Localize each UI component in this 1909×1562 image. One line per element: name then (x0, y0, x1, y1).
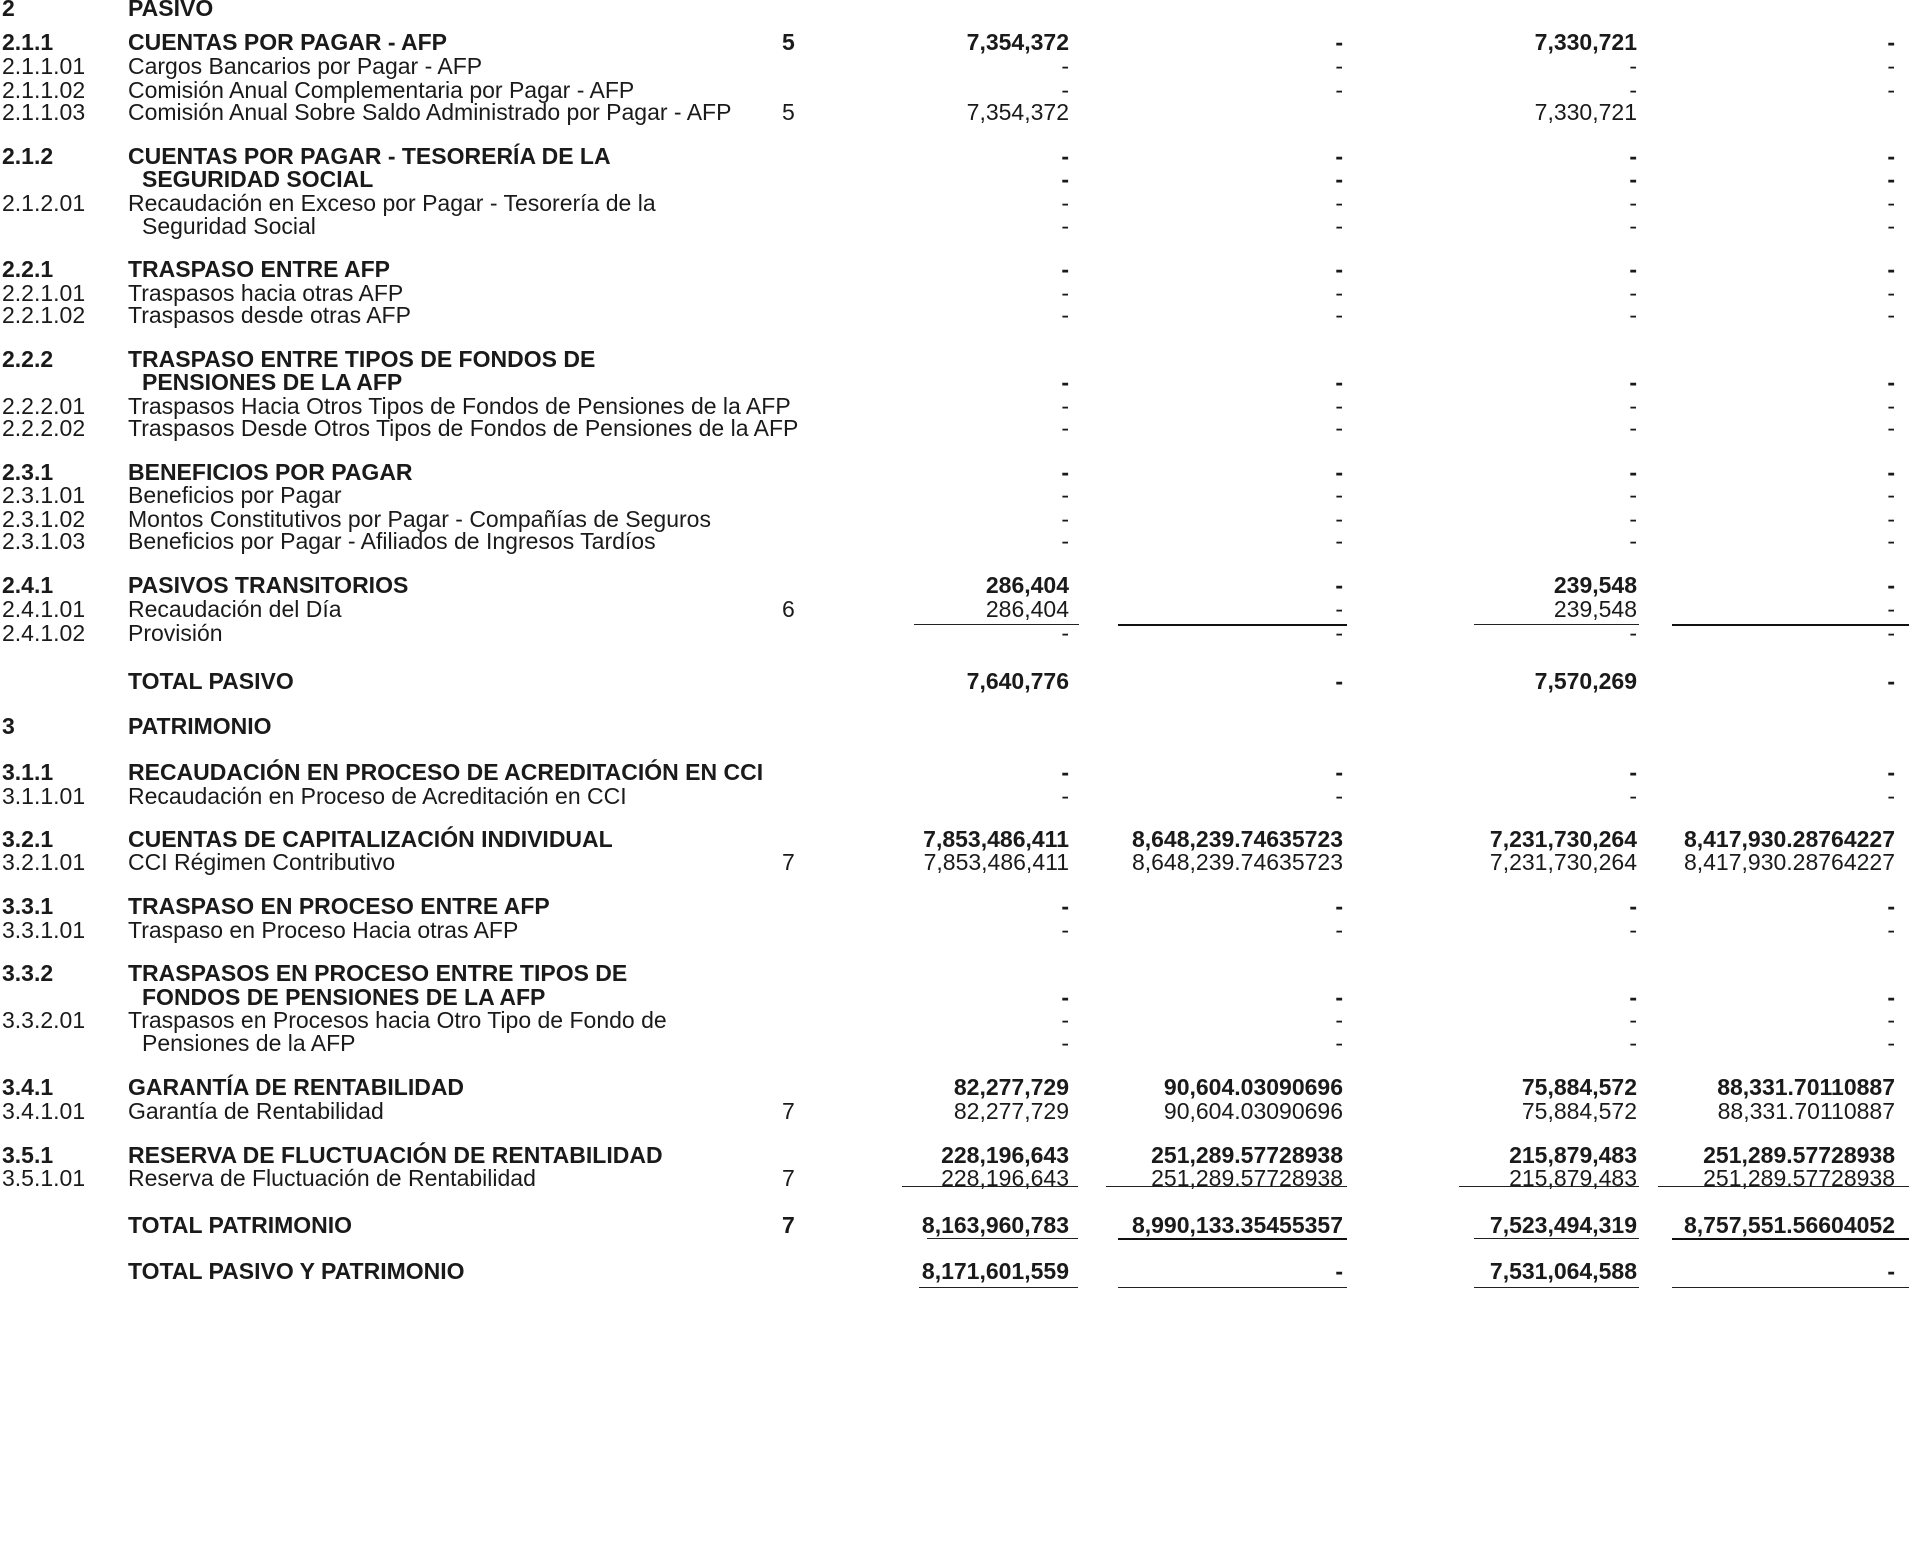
row-value-col2: - (1335, 596, 1343, 622)
row-value-col4: - (1887, 528, 1895, 554)
row-value-col1: - (1061, 528, 1069, 554)
row-value-col2: - (1335, 893, 1343, 919)
row-value-col1: - (1061, 213, 1069, 239)
row-value-col2: - (1335, 668, 1343, 694)
row-value-col3: 215,879,483 (1509, 1142, 1637, 1168)
row-code: 3 (2, 713, 15, 739)
row-value-col3: - (1629, 459, 1637, 485)
row-value-col4: 88,331.70110887 (1717, 1098, 1895, 1124)
row-description: RESERVA DE FLUCTUACIÓN DE RENTABILIDAD (128, 1142, 663, 1168)
row-value-col1: - (1061, 482, 1069, 508)
row-value-col2: - (1335, 190, 1343, 216)
row-value-col1: - (1061, 143, 1069, 169)
row-value-col4: 251,289.57728938 (1703, 1165, 1895, 1191)
row-value-col3: 239,548 (1553, 572, 1637, 598)
row-note: 5 (782, 99, 795, 125)
table-row (0, 782, 1909, 810)
row-value-col1: 82,277,729 (953, 1098, 1069, 1124)
table-row (0, 414, 1909, 442)
row-value-col1: - (1061, 620, 1069, 646)
row-value-col4: - (1887, 572, 1895, 598)
row-value-col3: 215,879,483 (1509, 1165, 1637, 1191)
row-value-col2: - (1335, 528, 1343, 554)
row-value-col2: - (1335, 166, 1343, 192)
row-value-col2: - (1335, 302, 1343, 328)
row-description: PENSIONES DE LA AFP (142, 369, 403, 395)
row-value-col4: - (1887, 280, 1895, 306)
row-code: 2.3.1.02 (2, 506, 86, 532)
row-description: Recaudación en Proceso de Acreditación en CCI (128, 783, 627, 809)
row-value-col2: - (1335, 1030, 1343, 1056)
row-value-col1: - (1061, 893, 1069, 919)
row-value-col3: - (1629, 256, 1637, 282)
row-value-col1: - (1061, 256, 1069, 282)
row-value-col3: 75,884,572 (1521, 1098, 1637, 1124)
row-value-col4: - (1887, 143, 1895, 169)
row-value-col3: - (1629, 917, 1637, 943)
row-value-col2: - (1335, 984, 1343, 1010)
row-value-col3: 75,884,572 (1521, 1074, 1637, 1100)
row-description: Beneficios por Pagar (128, 482, 342, 508)
row-code: 2.4.1.02 (2, 620, 86, 646)
row-description: Comisión Anual Sobre Saldo Administrado por Pagar - AFP (128, 99, 732, 125)
row-value-col1: 7,853,486,411 (923, 826, 1069, 852)
row-code: 3.2.1.01 (2, 849, 86, 875)
underline-rule (902, 1186, 1078, 1187)
row-code: 3.4.1.01 (2, 1098, 86, 1124)
row-value-col4: - (1887, 77, 1895, 103)
row-value-col1: 82,277,729 (953, 1074, 1069, 1100)
row-description: Comisión Anual Complementaria por Pagar - AFP (128, 77, 635, 103)
row-value-col1: 286,404 (985, 596, 1069, 622)
underline-rule (1118, 1287, 1347, 1288)
row-code: 2 (2, 0, 15, 21)
underline-rule (1672, 624, 1909, 626)
row-value-col4: - (1887, 783, 1895, 809)
table-row (0, 667, 1909, 695)
underline-rule (1658, 1186, 1909, 1187)
table-row (0, 1211, 1909, 1239)
row-code: 3.3.2 (2, 960, 54, 986)
row-description: TRASPASO ENTRE TIPOS DE FONDOS DE (128, 346, 596, 372)
row-value-col4: - (1887, 29, 1895, 55)
row-value-col1: - (1061, 1030, 1069, 1056)
table-row (0, 98, 1909, 126)
row-value-col2: - (1335, 213, 1343, 239)
table-row (0, 712, 1909, 740)
underline-rule (1672, 1238, 1909, 1240)
row-code: 3.2.1 (2, 826, 54, 852)
row-value-col1: - (1061, 459, 1069, 485)
row-value-col1: - (1061, 302, 1069, 328)
row-value-col4: - (1887, 506, 1895, 532)
row-description: Provisión (128, 620, 223, 646)
row-value-col1: - (1061, 369, 1069, 395)
row-description: PASIVO (128, 0, 214, 21)
row-value-col3: - (1629, 620, 1637, 646)
row-value-col3: 7,231,730,264 (1489, 849, 1637, 875)
row-value-col4: - (1887, 369, 1895, 395)
row-description: Garantía de Rentabilidad (128, 1098, 384, 1124)
row-value-col3: - (1629, 213, 1637, 239)
row-value-col2: 8,648,239.74635723 (1131, 849, 1343, 875)
row-value-col4: - (1887, 1258, 1895, 1284)
row-code: 2.2.1.02 (2, 302, 86, 328)
row-code: 2.4.1 (2, 572, 54, 598)
row-value-col4: - (1887, 302, 1895, 328)
row-value-col2: 251,289.57728938 (1151, 1165, 1343, 1191)
underline-rule (1459, 1186, 1639, 1187)
row-description: PATRIMONIO (128, 713, 272, 739)
row-value-col3: 7,330,721 (1534, 29, 1637, 55)
row-value-col4: 8,417,930.28764227 (1683, 826, 1895, 852)
row-note: 7 (782, 849, 795, 875)
row-value-col1: 286,404 (985, 572, 1069, 598)
row-value-col3: 239,548 (1553, 596, 1637, 622)
table-row (0, 527, 1909, 555)
row-value-col3: - (1629, 482, 1637, 508)
row-value-col1: - (1061, 393, 1069, 419)
row-description: TOTAL PATRIMONIO (128, 1212, 353, 1238)
row-value-col1: 7,853,486,411 (923, 849, 1069, 875)
row-value-col4: 8,757,551.56604052 (1683, 1212, 1895, 1238)
row-description: Traspasos Hacia Otros Tipos de Fondos de Pensiones de la AFP (128, 393, 791, 419)
row-value-col1: 228,196,643 (941, 1165, 1069, 1191)
row-value-col1: 7,354,372 (966, 99, 1069, 125)
row-value-col4: - (1887, 893, 1895, 919)
underline-rule (1474, 624, 1639, 625)
row-value-col2: - (1335, 415, 1343, 441)
row-description: TOTAL PASIVO (128, 668, 294, 694)
row-value-col3: - (1629, 1007, 1637, 1033)
row-value-col1: - (1061, 759, 1069, 785)
row-code: 3.1.1.01 (2, 783, 86, 809)
row-value-col2: - (1335, 53, 1343, 79)
row-value-col3: - (1629, 190, 1637, 216)
row-description: Cargos Bancarios por Pagar - AFP (128, 53, 483, 79)
row-value-col3: - (1629, 893, 1637, 919)
row-code: 2.1.1.02 (2, 77, 86, 103)
row-code: 2.3.1 (2, 459, 54, 485)
row-value-col1: - (1061, 190, 1069, 216)
row-description: Traspaso en Proceso Hacia otras AFP (128, 917, 519, 943)
row-value-col4: - (1887, 459, 1895, 485)
row-value-col4: - (1887, 917, 1895, 943)
row-value-col4: - (1887, 190, 1895, 216)
row-code: 2.1.1.03 (2, 99, 86, 125)
table-row (0, 916, 1909, 944)
row-description: Beneficios por Pagar - Afiliados de Ingresos Tardíos (128, 528, 656, 554)
row-description: Traspasos Desde Otros Tipos de Fondos de Pensiones de la AFP (128, 415, 799, 441)
row-code: 2.1.1.01 (2, 53, 86, 79)
table-row (0, 301, 1909, 329)
row-value-col1: 228,196,643 (941, 1142, 1069, 1168)
row-value-col1: 7,640,776 (966, 668, 1069, 694)
row-code: 2.2.1 (2, 256, 54, 282)
row-value-col2: 90,604.03090696 (1163, 1098, 1343, 1124)
row-value-col4: - (1887, 482, 1895, 508)
row-value-col3: - (1629, 783, 1637, 809)
row-value-col2: - (1335, 572, 1343, 598)
row-description: Reserva de Fluctuación de Rentabilidad (128, 1165, 536, 1191)
row-description: PASIVOS TRANSITORIOS (128, 572, 409, 598)
row-value-col1: 8,163,960,783 (921, 1212, 1069, 1238)
row-code: 2.2.2 (2, 346, 54, 372)
row-code: 2.3.1.01 (2, 482, 86, 508)
row-value-col2: - (1335, 256, 1343, 282)
row-value-col4: - (1887, 1030, 1895, 1056)
row-value-col3: - (1629, 166, 1637, 192)
row-value-col2: - (1335, 1007, 1343, 1033)
row-code: 3.5.1 (2, 1142, 54, 1168)
row-value-col3: - (1629, 143, 1637, 169)
row-description: TOTAL PASIVO Y PATRIMONIO (128, 1258, 465, 1284)
row-value-col4: - (1887, 620, 1895, 646)
row-description: BENEFICIOS POR PAGAR (128, 459, 413, 485)
underline-rule (1474, 1287, 1639, 1288)
row-description: Traspasos en Procesos hacia Otro Tipo de Fondo de (128, 1007, 667, 1033)
row-value-col2: - (1335, 393, 1343, 419)
row-value-col4: 88,331.70110887 (1717, 1074, 1895, 1100)
row-value-col2: - (1335, 506, 1343, 532)
row-value-col1: 8,171,601,559 (921, 1258, 1069, 1284)
row-code: 2.2.2.02 (2, 415, 86, 441)
row-description: CCI Régimen Contributivo (128, 849, 396, 875)
row-value-col3: - (1629, 53, 1637, 79)
row-value-col1: - (1061, 984, 1069, 1010)
table-row (0, 1029, 1909, 1057)
underline-rule (919, 1287, 1078, 1288)
underline-rule (1118, 1238, 1347, 1240)
row-value-col3: - (1629, 77, 1637, 103)
row-value-col2: 90,604.03090696 (1163, 1074, 1343, 1100)
row-value-col2: - (1335, 143, 1343, 169)
row-value-col4: 8,417,930.28764227 (1683, 849, 1895, 875)
row-value-col3: 7,523,494,319 (1489, 1212, 1637, 1238)
row-value-col3: 7,531,064,588 (1489, 1258, 1637, 1284)
row-code: 3.5.1.01 (2, 1165, 86, 1191)
row-value-col1: - (1061, 280, 1069, 306)
row-description: Pensiones de la AFP (142, 1030, 356, 1056)
row-description: CUENTAS POR PAGAR - TESORERÍA DE LA (128, 143, 611, 169)
row-value-col1: - (1061, 783, 1069, 809)
row-code: 3.3.2.01 (2, 1007, 86, 1033)
row-value-col4: - (1887, 1007, 1895, 1033)
row-code: 3.4.1 (2, 1074, 54, 1100)
table-row (0, 1257, 1909, 1285)
row-code: 2.4.1.01 (2, 596, 86, 622)
row-value-col2: - (1335, 77, 1343, 103)
underline-rule (914, 624, 1079, 625)
row-value-col2: - (1335, 783, 1343, 809)
row-code: 3.1.1 (2, 759, 54, 785)
row-value-col1: - (1061, 53, 1069, 79)
row-code: 2.2.2.01 (2, 393, 86, 419)
row-value-col3: - (1629, 984, 1637, 1010)
row-code: 2.1.1 (2, 29, 54, 55)
row-value-col3: 7,570,269 (1534, 668, 1637, 694)
row-value-col4: - (1887, 213, 1895, 239)
row-value-col3: - (1629, 280, 1637, 306)
row-code: 2.3.1.03 (2, 528, 86, 554)
row-value-col2: - (1335, 280, 1343, 306)
underline-rule (1118, 624, 1347, 626)
row-value-col4: - (1887, 596, 1895, 622)
row-code: 2.1.2.01 (2, 190, 86, 216)
row-value-col3: 7,231,730,264 (1489, 826, 1637, 852)
row-value-col1: - (1061, 415, 1069, 441)
row-value-col2: - (1335, 459, 1343, 485)
table-row (0, 212, 1909, 240)
row-description: FONDOS DE PENSIONES DE LA AFP (142, 984, 546, 1010)
row-value-col3: - (1629, 393, 1637, 419)
row-description: CUENTAS POR PAGAR - AFP (128, 29, 448, 55)
row-value-col1: - (1061, 166, 1069, 192)
row-description: RECAUDACIÓN EN PROCESO DE ACREDITACIÓN EN CCI (128, 759, 764, 785)
row-value-col4: - (1887, 256, 1895, 282)
row-value-col3: - (1629, 506, 1637, 532)
row-note: 7 (782, 1212, 795, 1238)
row-note: 7 (782, 1098, 795, 1124)
row-value-col2: - (1335, 1258, 1343, 1284)
table-row (0, 0, 1909, 22)
row-description: Traspasos hacia otras AFP (128, 280, 404, 306)
row-value-col3: - (1629, 302, 1637, 328)
row-value-col3: - (1629, 1030, 1637, 1056)
row-value-col2: - (1335, 759, 1343, 785)
row-description: CUENTAS DE CAPITALIZACIÓN INDIVIDUAL (128, 826, 613, 852)
row-value-col4: - (1887, 53, 1895, 79)
row-description: TRASPASO EN PROCESO ENTRE AFP (128, 893, 550, 919)
row-description: Montos Constitutivos por Pagar - Compañías de Seguros (128, 506, 711, 532)
row-note: 7 (782, 1165, 795, 1191)
row-description: Traspasos desde otras AFP (128, 302, 411, 328)
row-description: Recaudación en Exceso por Pagar - Tesorería de la (128, 190, 656, 216)
row-value-col4: - (1887, 393, 1895, 419)
row-value-col2: - (1335, 482, 1343, 508)
table-row (0, 1097, 1909, 1125)
row-description: TRASPASO ENTRE AFP (128, 256, 390, 282)
row-value-col3: - (1629, 415, 1637, 441)
row-description: GARANTÍA DE RENTABILIDAD (128, 1074, 465, 1100)
row-description: Recaudación del Día (128, 596, 342, 622)
row-value-col2: - (1335, 369, 1343, 395)
row-value-col1: - (1061, 506, 1069, 532)
row-value-col3: 7,330,721 (1534, 99, 1637, 125)
row-value-col2: - (1335, 917, 1343, 943)
row-value-col1: - (1061, 917, 1069, 943)
row-value-col1: - (1061, 1007, 1069, 1033)
row-value-col2: - (1335, 29, 1343, 55)
row-value-col2: 251,289.57728938 (1151, 1142, 1343, 1168)
row-value-col4: - (1887, 668, 1895, 694)
row-value-col4: - (1887, 166, 1895, 192)
table-row (0, 1164, 1909, 1192)
row-value-col4: - (1887, 759, 1895, 785)
row-value-col3: - (1629, 528, 1637, 554)
row-value-col2: - (1335, 620, 1343, 646)
underline-rule (1672, 1287, 1909, 1288)
row-value-col2: 8,648,239.74635723 (1131, 826, 1343, 852)
row-value-col1: - (1061, 77, 1069, 103)
row-value-col4: - (1887, 415, 1895, 441)
underline-rule (927, 1238, 1078, 1239)
row-description: TRASPASOS EN PROCESO ENTRE TIPOS DE (128, 960, 628, 986)
row-description: Seguridad Social (142, 213, 316, 239)
row-value-col4: 251,289.57728938 (1703, 1142, 1895, 1168)
underline-rule (1474, 1238, 1639, 1239)
underline-rule (1106, 1186, 1347, 1187)
row-value-col2: 8,990,133.35455357 (1131, 1212, 1343, 1238)
row-value-col1: 7,354,372 (966, 29, 1069, 55)
table-row (0, 848, 1909, 876)
row-description: SEGURIDAD SOCIAL (142, 166, 374, 192)
row-code: 3.3.1.01 (2, 917, 86, 943)
row-value-col4: - (1887, 984, 1895, 1010)
row-code: 2.1.2 (2, 143, 54, 169)
row-note: 6 (782, 596, 795, 622)
row-value-col3: - (1629, 759, 1637, 785)
row-note: 5 (782, 29, 795, 55)
row-value-col3: - (1629, 369, 1637, 395)
row-code: 2.2.1.01 (2, 280, 86, 306)
row-code: 3.3.1 (2, 893, 54, 919)
